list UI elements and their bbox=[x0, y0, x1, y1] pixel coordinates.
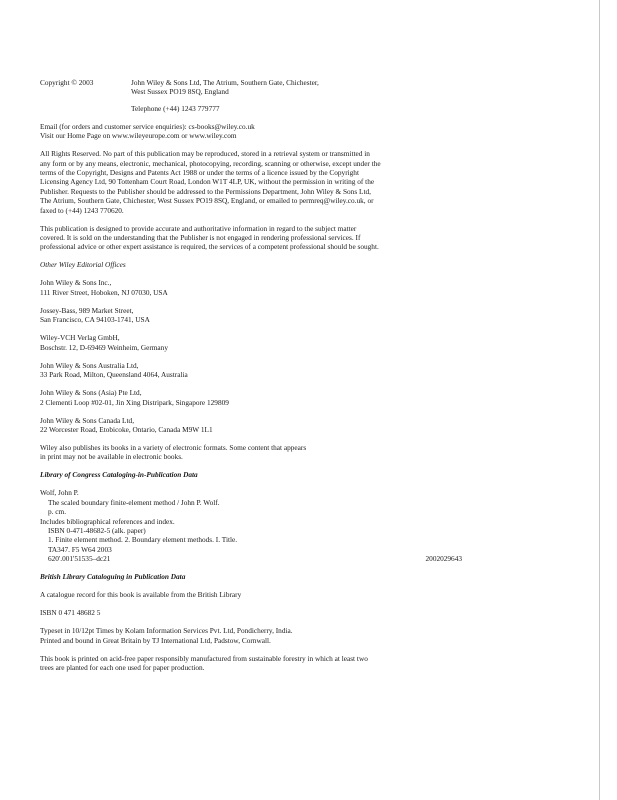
bl-record-note: A catalogue record for this book is available from the British Library bbox=[40, 590, 242, 600]
disclaimer-line: professional advice or other expert assistance is required, the services of a competent professional should be sought. bbox=[40, 242, 379, 252]
rights-paragraph bbox=[40, 149, 462, 215]
cip-subjects: 1. Finite element method. 2. Boundary element methods. I. Title. bbox=[48, 535, 238, 545]
rights-line: Licensing Agency Ltd, 90 Tottenham Court Road, London W1T 4LP, UK, without the permission in writing of the bbox=[40, 177, 375, 187]
paper-line: This book is printed on acid-free paper responsibly manufactured from sustainable forestry in which at least two bbox=[40, 653, 368, 663]
web-line: Visit our Home Page on www.wileyeurope.com or www.wiley.com bbox=[40, 131, 237, 141]
formats-note bbox=[40, 443, 462, 462]
email-line: Email (for orders and customer service enquiries): cs-books@wiley.co.uk bbox=[40, 121, 255, 131]
rights-line: any form or by any means, electronic, mechanical, photocopying, recording, scanning or otherwise, except under the bbox=[40, 158, 381, 168]
cip-dewey: 620'.001'51535–dc21 bbox=[48, 554, 111, 564]
office-name: Jossey-Bass, 989 Market Street, bbox=[40, 305, 134, 315]
contact-block bbox=[40, 122, 462, 141]
office-name: John Wiley & Sons Canada Ltd, bbox=[40, 415, 135, 425]
rights-line: terms of the Copyright, Designs and Patents Act 1988 or under the terms of a licence issued by the Copyright bbox=[40, 168, 359, 178]
office-address: 33 Park Road, Milton, Queensland 4064, Australia bbox=[40, 370, 188, 380]
cip-title: The scaled boundary finite-element method / John P. Wolf. bbox=[48, 497, 220, 507]
office-address: 2 Clementi Loop #02-01, Jin Xing Distripark, Singapore 129809 bbox=[40, 397, 229, 407]
disclaimer-line: This publication is designed to provide accurate and authoritative information in regard to the subject matter bbox=[40, 223, 357, 233]
publisher-address bbox=[131, 78, 462, 97]
rights-line: All Rights Reserved. No part of this publication may be reproduced, stored in a retrieval system or transmitted in bbox=[40, 149, 370, 159]
telephone: Telephone (+44) 1243 779777 bbox=[131, 103, 220, 113]
loc-heading: Library of Congress Cataloging-in-Publication Data bbox=[40, 470, 198, 480]
cip-pages: p. cm. bbox=[48, 507, 67, 517]
cip-notes: Includes bibliographical references and index. bbox=[40, 516, 175, 526]
rights-line: Publisher. Requests to the Publisher should be addressed to the Permissions Department, John Wiley & Sons Ltd, bbox=[40, 186, 371, 196]
copyright-block bbox=[40, 78, 462, 113]
office-name: John Wiley & Sons Inc., bbox=[40, 278, 112, 288]
cip-call-number: TA347. F5 W64 2003 bbox=[48, 544, 112, 554]
loc-cip-record bbox=[40, 488, 462, 563]
paper-note bbox=[40, 654, 462, 673]
office-entry bbox=[40, 416, 462, 435]
office-name: John Wiley & Sons (Asia) Pte Ltd, bbox=[40, 388, 142, 398]
bl-isbn: ISBN 0 471 48682 5 bbox=[40, 608, 101, 618]
typeset-line: Typeset in 10/12pt Times by Kolam Information Services Pvt. Ltd, Pondicherry, India. bbox=[40, 626, 293, 636]
office-address: San Francisco, CA 94103-1741, USA bbox=[40, 315, 150, 325]
page-edge-rule bbox=[599, 0, 600, 800]
address-line: West Sussex PO19 8SQ, England bbox=[131, 87, 229, 97]
paper-line: trees are planted for each one used for paper production. bbox=[40, 662, 205, 672]
cip-lccn: 2002029643 bbox=[425, 554, 462, 564]
rights-line: The Atrium, Southern Gate, Chichester, West Sussex PO19 8SQ, England, or emailed to permreq@wiley.co.uk, or bbox=[40, 196, 374, 206]
production-block bbox=[40, 626, 462, 645]
formats-line: in print may not be available in electronic books. bbox=[40, 452, 183, 462]
office-address: 22 Worcester Road, Etobicoke, Ontario, Canada M9W 1L1 bbox=[40, 424, 213, 434]
disclaimer-paragraph bbox=[40, 224, 462, 252]
office-entry bbox=[40, 278, 462, 297]
cip-isbn: ISBN 0-471-48682-5 (alk. paper) bbox=[48, 525, 146, 535]
office-entry bbox=[40, 388, 462, 407]
office-name: Wiley-VCH Verlag GmbH, bbox=[40, 333, 120, 343]
office-entry bbox=[40, 333, 462, 352]
offices-heading: Other Wiley Editorial Offices bbox=[40, 260, 126, 270]
office-address: Boschstr. 12, D-69469 Weinheim, Germany bbox=[40, 342, 168, 352]
formats-line: Wiley also publishes its books in a variety of electronic formats. Some content that appears bbox=[40, 442, 307, 452]
office-name: John Wiley & Sons Australia Ltd, bbox=[40, 360, 139, 370]
printed-line: Printed and bound in Great Britain by TJ International Ltd, Padstow, Cornwall. bbox=[40, 635, 271, 645]
address-line: John Wiley & Sons Ltd, The Atrium, Southern Gate, Chichester, bbox=[131, 78, 319, 87]
office-address: 111 River Street, Hoboken, NJ 07030, USA bbox=[40, 287, 168, 297]
cip-author: Wolf, John P. bbox=[40, 488, 79, 498]
copyright-page bbox=[40, 78, 462, 681]
disclaimer-line: covered. It is sold on the understanding that the Publisher is not engaged in rendering professional services. If bbox=[40, 233, 361, 243]
copyright-label: Copyright © 2003 bbox=[40, 78, 94, 87]
rights-line: faxed to (+44) 1243 770620. bbox=[40, 205, 124, 215]
bl-heading: British Library Cataloguing in Publication Data bbox=[40, 572, 186, 582]
office-entry bbox=[40, 361, 462, 380]
office-entry bbox=[40, 306, 462, 325]
